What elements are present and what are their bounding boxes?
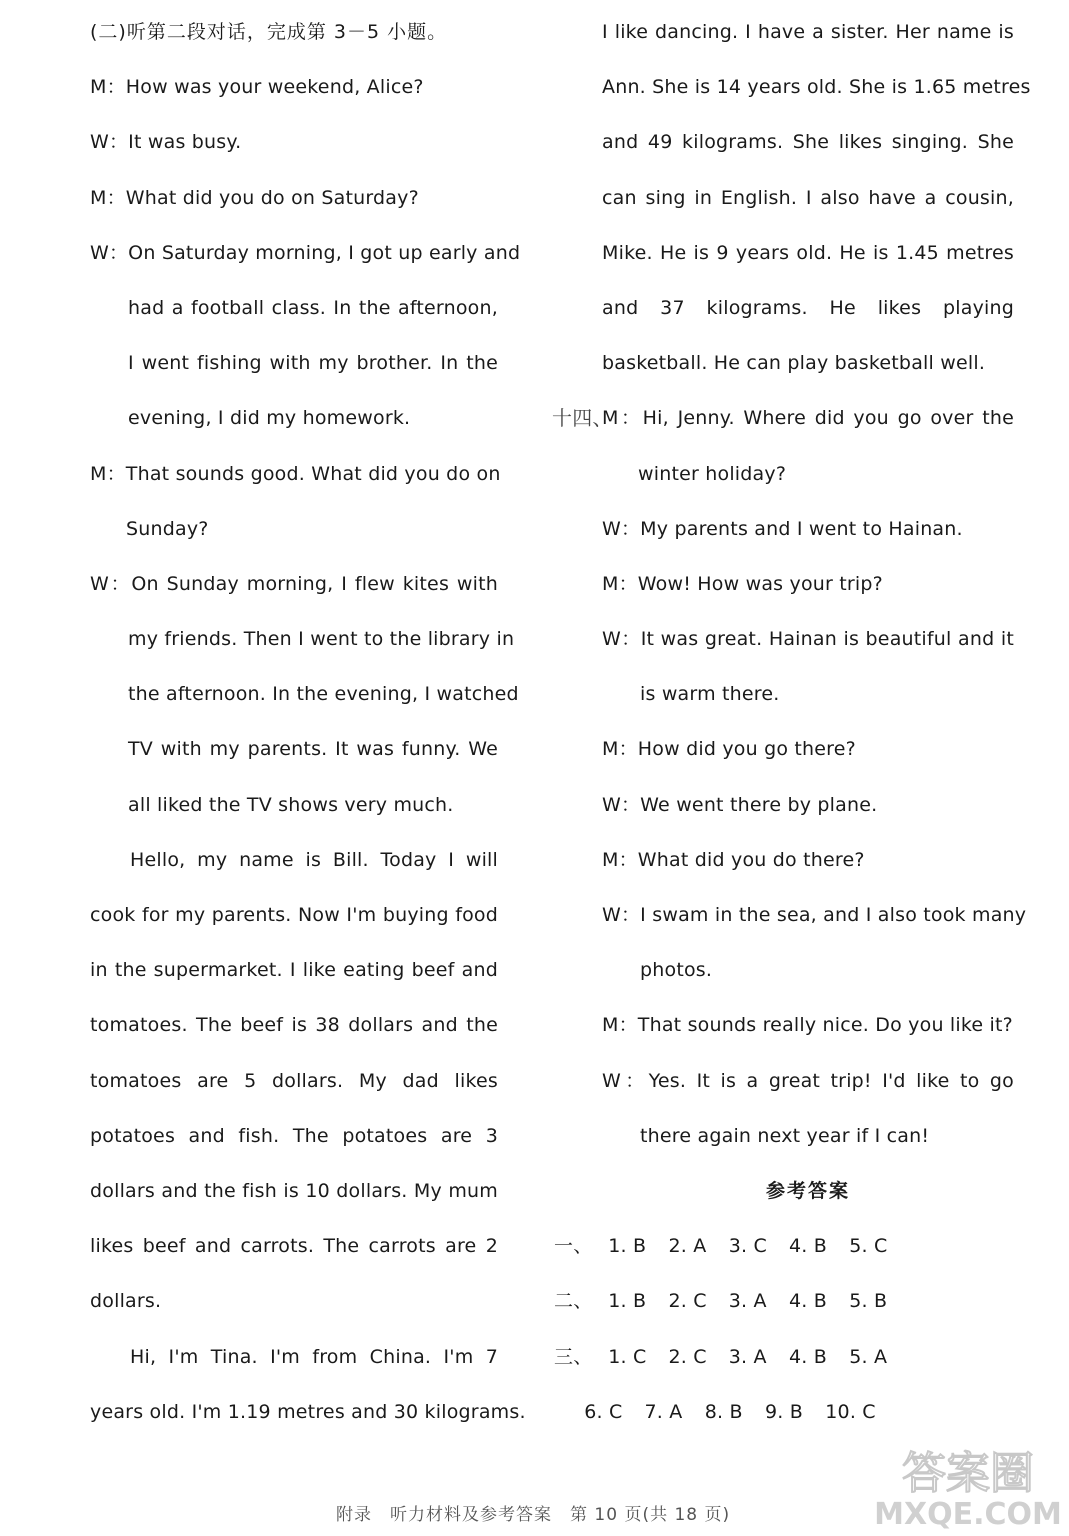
dialogue-line: M：How did you go there? xyxy=(602,738,856,761)
answer-row xyxy=(554,1222,1014,1277)
passage-line: can sing in English. I also have a cousin, xyxy=(602,186,1014,209)
answer-row-label: 三、 xyxy=(554,1345,593,1368)
answer-item: 10. C xyxy=(825,1400,876,1423)
answer-item: 4. B xyxy=(789,1290,828,1313)
section-heading: (二)听第二段对话，完成第 3－5 小题。 xyxy=(90,21,448,43)
page-footer: 附录 听力材料及参考答案 第 10 页(共 18 页) xyxy=(336,1505,731,1525)
dialogue-line: W：On Sunday morning, I flew kites with xyxy=(90,572,498,595)
answer-item: 1. B xyxy=(608,1290,647,1313)
passage-line: cook for my parents. Now I'm buying food xyxy=(90,904,498,926)
passage-line: likes beef and carrots. The carrots are 2 xyxy=(90,1235,498,1258)
dialogue-line: W：It was busy. xyxy=(90,131,242,154)
dialogue-line: M：That sounds good. What did you do on xyxy=(90,462,501,485)
dialogue-line: I went fishing with my brother. In the xyxy=(128,352,498,375)
dialogue-text: M：Hi, Jenny. Where did you go over the xyxy=(602,407,1014,430)
passage-line: Ann. She is 14 years old. She is 1.65 metres xyxy=(602,76,1031,99)
answers-title: 参考答案 xyxy=(765,1179,850,1202)
dialogue-line: W：On Saturday morning, I got up early and xyxy=(90,241,521,264)
answer-item: 2. C xyxy=(668,1345,707,1368)
dialogue-line: Sunday? xyxy=(126,517,209,540)
dialogue-line: W：My parents and I went to Hainan. xyxy=(602,517,963,540)
passage-line: basketball. He can play basketball well. xyxy=(602,352,986,375)
answer-item: 8. B xyxy=(704,1400,743,1423)
passage-line: potatoes and fish. The potatoes are 3 xyxy=(90,1124,498,1147)
passage-line: dollars. xyxy=(90,1290,162,1313)
dialogue-line: my friends. Then I went to the library in xyxy=(128,628,515,651)
dialogue-line: W：Yes. It is a great trip! I'd like to go xyxy=(602,1069,1014,1092)
answer-item: 5. B xyxy=(849,1290,888,1313)
dialogue-line: there again next year if I can! xyxy=(640,1124,930,1147)
answer-item: 2. C xyxy=(668,1290,707,1313)
dialogue-line: is warm there. xyxy=(640,683,780,706)
passage-line: and 37 kilograms. He likes playing xyxy=(602,296,1014,319)
dialogue-line: TV with my parents. It was funny. We xyxy=(128,738,498,761)
answer-item: 3. A xyxy=(728,1345,767,1368)
dialogue-line: photos. xyxy=(640,959,713,982)
answer-item: 5. C xyxy=(849,1235,888,1258)
answer-item: 2. A xyxy=(668,1235,707,1258)
answer-row xyxy=(584,1388,1014,1443)
answer-row-label: 二、 xyxy=(554,1290,593,1313)
passage-line: in the supermarket. I like eating beef and xyxy=(90,959,498,982)
left-column xyxy=(90,8,526,1443)
dialogue-line: W：I swam in the sea, and I also took many xyxy=(602,904,1027,926)
watermark-bottom: MXQE.COM xyxy=(874,1497,1062,1530)
dialogue-line: M：How was your weekend, Alice? xyxy=(90,76,424,99)
right-column xyxy=(552,8,1031,1443)
dialogue-line: M：Wow! How was your trip? xyxy=(602,572,883,595)
dialogue-line: W：We went there by plane. xyxy=(602,793,878,816)
passage-line: Hello, my name is Bill. Today I will xyxy=(130,848,498,871)
answer-item: 4. B xyxy=(789,1235,828,1258)
watermark-top: 答案圈 xyxy=(902,1448,1034,1499)
passage-line: Hi, I'm Tina. I'm from China. I'm 7 xyxy=(130,1345,498,1368)
dialogue-line: winter holiday? xyxy=(638,462,787,485)
watermark-logo xyxy=(873,1440,1063,1530)
passage-line: years old. I'm 1.19 metres and 30 kilograms. xyxy=(90,1400,526,1423)
passage-line: dollars and the fish is 10 dollars. My mum xyxy=(90,1179,498,1202)
answer-item: 7. A xyxy=(644,1400,683,1423)
answer-item: 5. A xyxy=(849,1345,888,1368)
answer-item: 3. A xyxy=(728,1290,767,1313)
answer-row-label: 一、 xyxy=(554,1235,593,1258)
answer-item: 4. B xyxy=(789,1345,828,1368)
dialogue-line: M：That sounds really nice. Do you like it? xyxy=(602,1014,1013,1037)
answer-item: 6. C xyxy=(584,1400,623,1423)
answer-row xyxy=(554,1333,1014,1388)
answer-item: 9. B xyxy=(765,1400,804,1423)
dialogue-line: W：It was great. Hainan is beautiful and it xyxy=(602,628,1014,651)
passage-line: tomatoes. The beef is 38 dollars and the xyxy=(90,1014,498,1037)
dialogue-line: all liked the TV shows very much. xyxy=(128,793,454,816)
answer-row xyxy=(554,1277,1014,1332)
dialogue-line: evening, I did my homework. xyxy=(128,407,411,430)
dialogue-line: had a football class. In the afternoon, xyxy=(128,296,498,319)
passage-line: I like dancing. I have a sister. Her name is xyxy=(602,21,1014,43)
dialogue-line: M：What did you do there? xyxy=(602,848,865,871)
passage-line: Mike. He is 9 years old. He is 1.45 metres xyxy=(602,241,1014,264)
passage-line: and 49 kilograms. She likes singing. She xyxy=(602,131,1014,154)
dialogue-line xyxy=(552,394,1014,449)
answer-item: 3. C xyxy=(728,1235,767,1258)
dialogue-line: the afternoon. In the evening, I watched xyxy=(128,683,519,706)
section-14-marker: 十四、 xyxy=(552,406,613,431)
answer-key xyxy=(554,1222,1014,1443)
dialogue-line: M：What did you do on Saturday? xyxy=(90,186,419,209)
answer-item: 1. B xyxy=(608,1235,647,1258)
answer-item: 1. C xyxy=(608,1345,647,1368)
passage-line: tomatoes are 5 dollars. My dad likes xyxy=(90,1069,498,1092)
